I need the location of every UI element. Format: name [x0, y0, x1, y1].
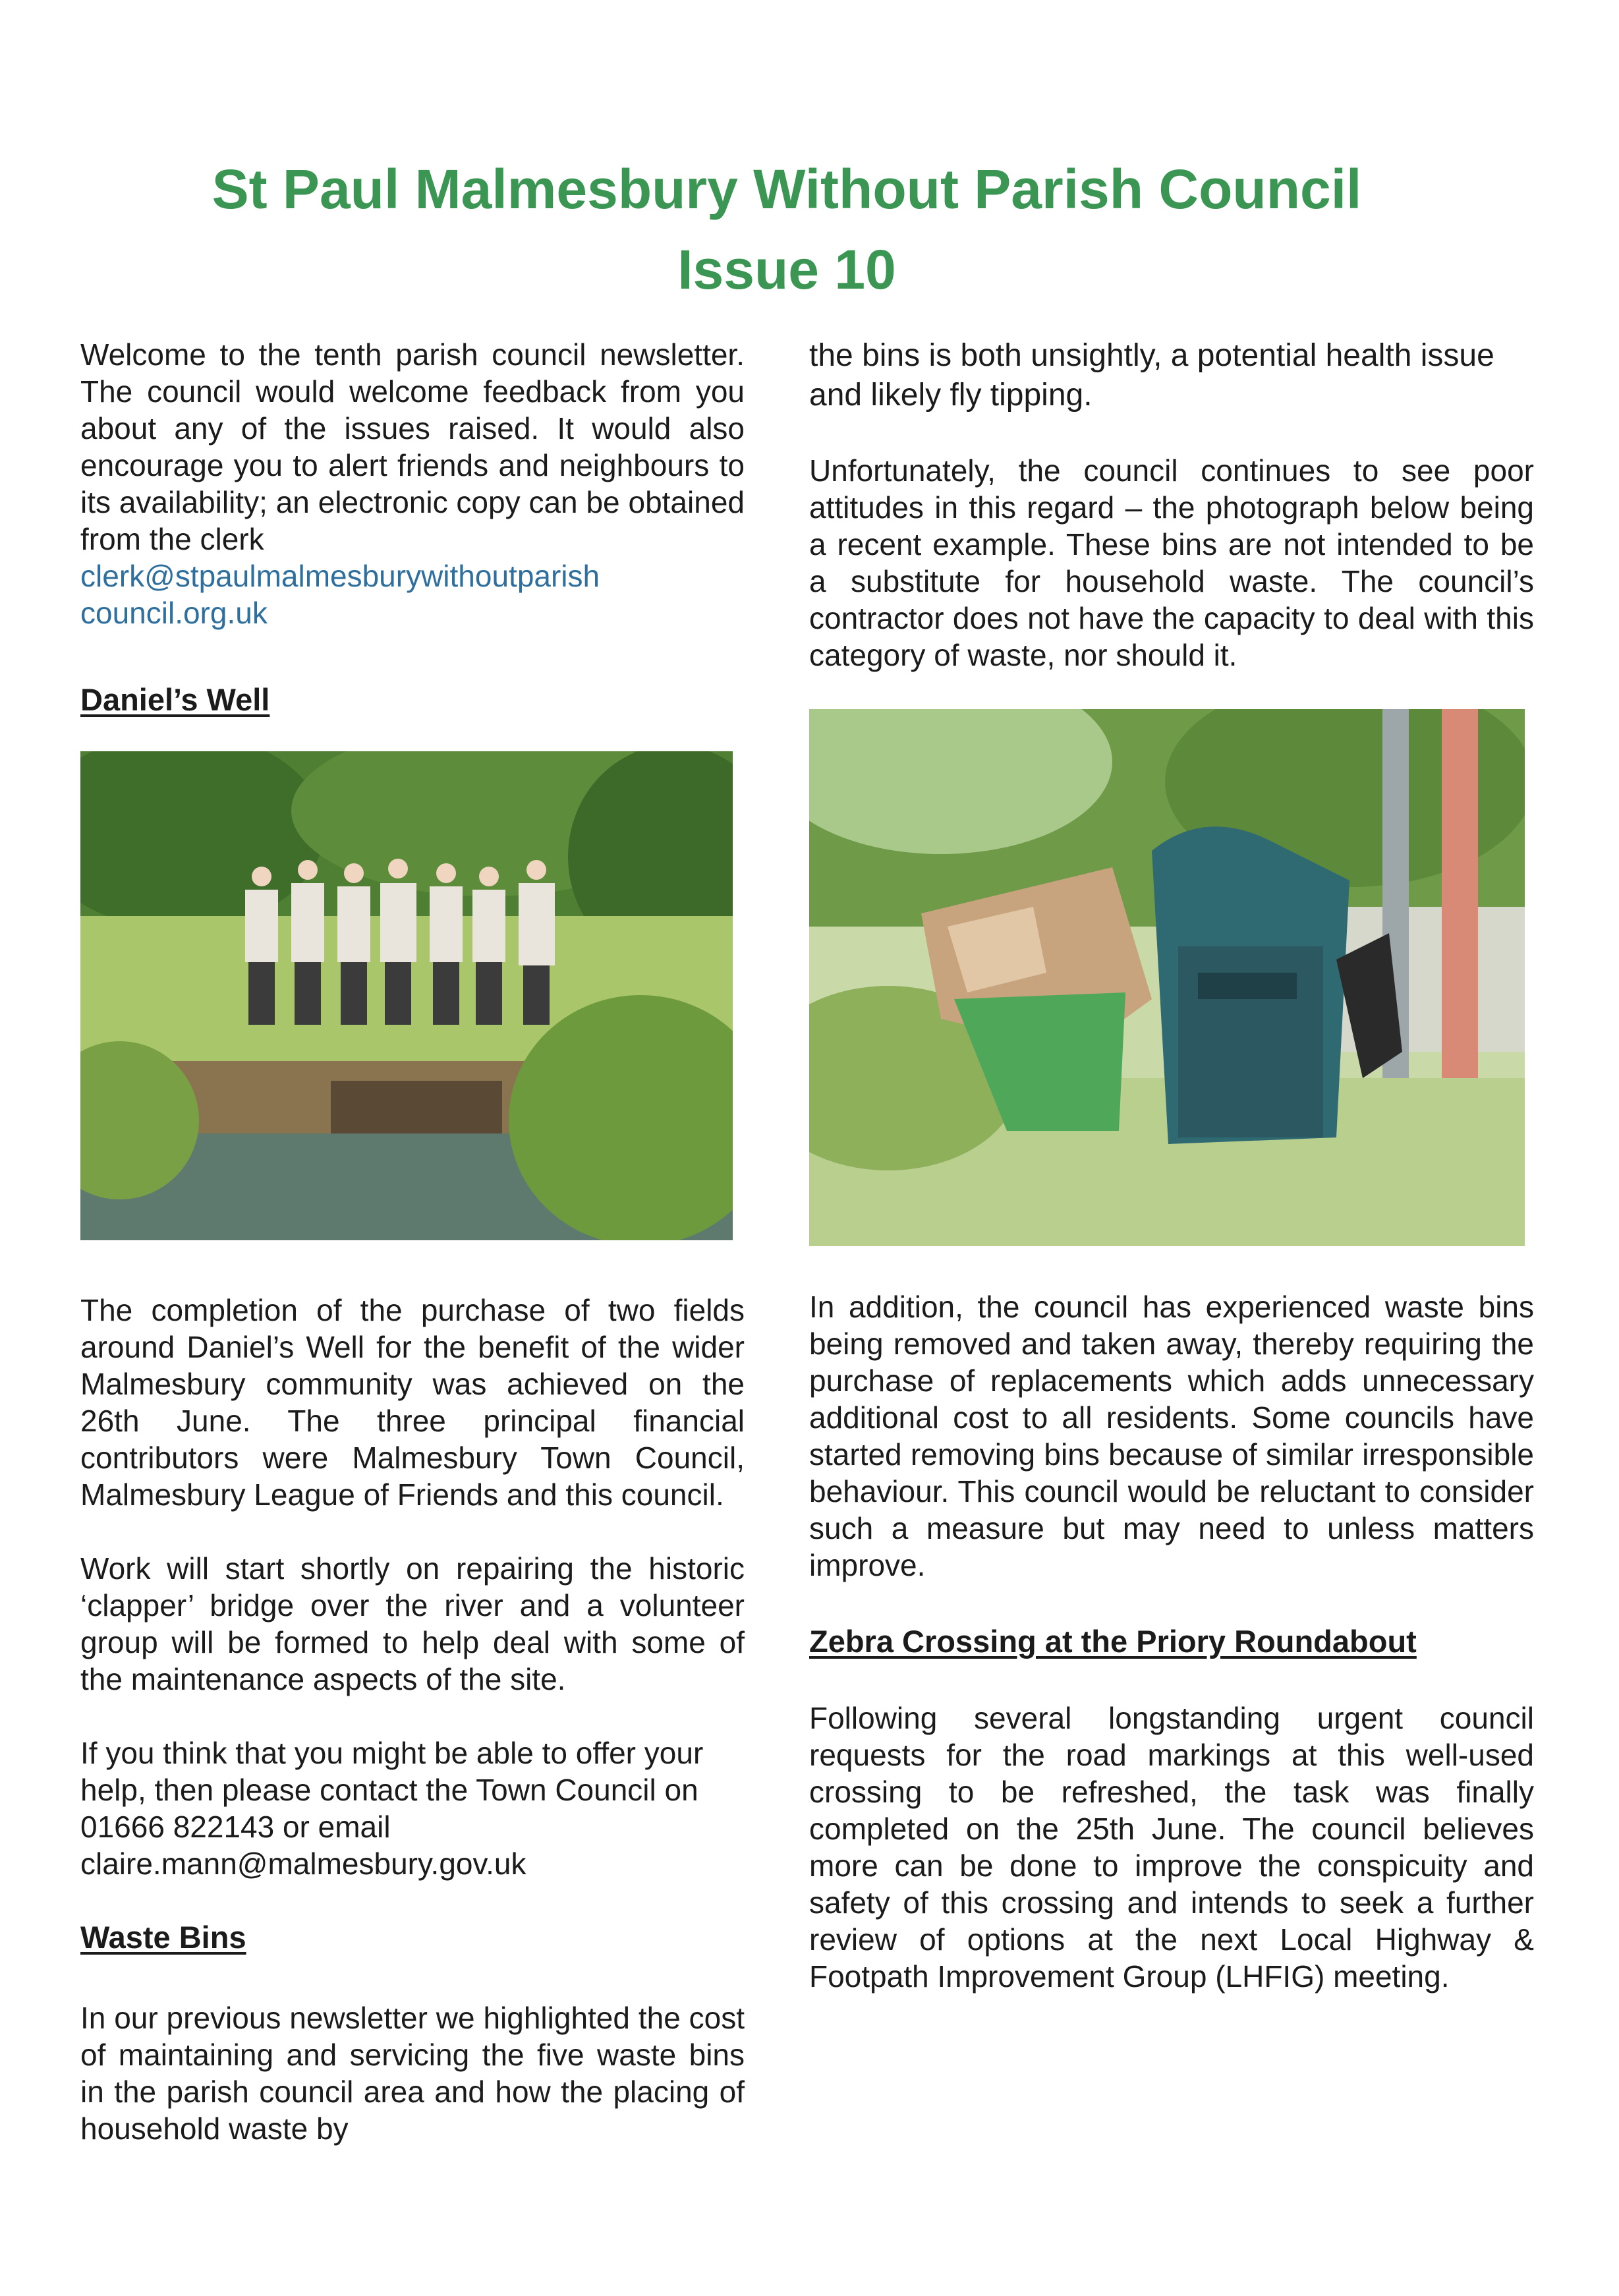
- clerk-email-link[interactable]: [80, 558, 745, 631]
- intro-text: Welcome to the tenth parish council newsletter. The council would welcome feedback from you about any of the issues raised. It would also encourage you to alert friends and neighbours to its availability; an electronic copy can be obtained from the clerk: [80, 337, 745, 556]
- zebra-crossing-paragraph: Following several longstanding urgent council requests for the road markings at this well-used crossing to be refreshed, the task was finally completed on the 25th June. The council believes more can be done to improve the conspicuity and safety of this crossing and intends to seek a further review of options at the next Local Highway & Footpath Improvement Group (LHFIG) meeting.: [809, 1701, 1534, 1994]
- daniels-well-photo: [80, 751, 733, 1240]
- waste-bins-paragraph-2: the bins is both unsightly, a potential health issue and likely fly tipping.: [809, 338, 1494, 413]
- zebra-crossing-heading: Zebra Crossing at the Priory Roundabout: [809, 1624, 1417, 1659]
- clerk-email-line1: clerk@stpaulmalmesburywithoutparish: [80, 559, 600, 593]
- daniels-well-paragraph-3: If you think that you might be able to offer your help, then please contact the Town Council on 01666 822143 or email claire.mann@malmesbury.gov.uk: [80, 1736, 704, 1881]
- left-column: [80, 336, 745, 2147]
- intro-paragraph: [80, 336, 745, 558]
- waste-bin-photo: [809, 709, 1525, 1246]
- clerk-email-line2: council.org.uk: [80, 596, 268, 630]
- daniels-well-paragraph-2: Work will start shortly on repairing the historic ‘clapper’ bridge over the river and a volunteer group will be formed to help deal with some of the maintenance aspects of the site.: [80, 1551, 745, 1696]
- waste-bins-paragraph-4: In addition, the council has experienced waste bins being removed and taken away, thereby requiring the purchase of replacements which adds unnecessary additional cost to all residents. Some councils have started removing bins because of similar irresponsible behaviour. This council would be reluctant to consider such a measure but may need to unless matters improve.: [809, 1290, 1534, 1582]
- issue-number: Issue 10: [677, 239, 896, 301]
- daniels-well-heading: Daniel’s Well: [80, 682, 270, 717]
- waste-bins-heading: Waste Bins: [80, 1920, 246, 1955]
- daniels-well-paragraph-1: The completion of the purchase of two fields around Daniel’s Well for the benefit of the wider Malmesbury community was achieved on the 26th June. The three principal financial contributors were Malmesbury Town Council, Malmesbury League of Friends and this council.: [80, 1293, 745, 1512]
- right-column: [809, 336, 1534, 2032]
- waste-bins-paragraph-1: In our previous newsletter we highlighted the cost of maintaining and servicing the five waste bins in the parish council area and how the placing of household waste by: [80, 2001, 745, 2146]
- page-title: St Paul Malmesbury Without Parish Council: [212, 158, 1362, 220]
- waste-bins-paragraph-3: Unfortunately, the council continues to see poor attitudes in this regard – the photograph below being a recent example. These bins are not intended to be a substitute for household waste. The council’s contractor does not have the capacity to deal with this category of waste, nor should it.: [809, 453, 1534, 672]
